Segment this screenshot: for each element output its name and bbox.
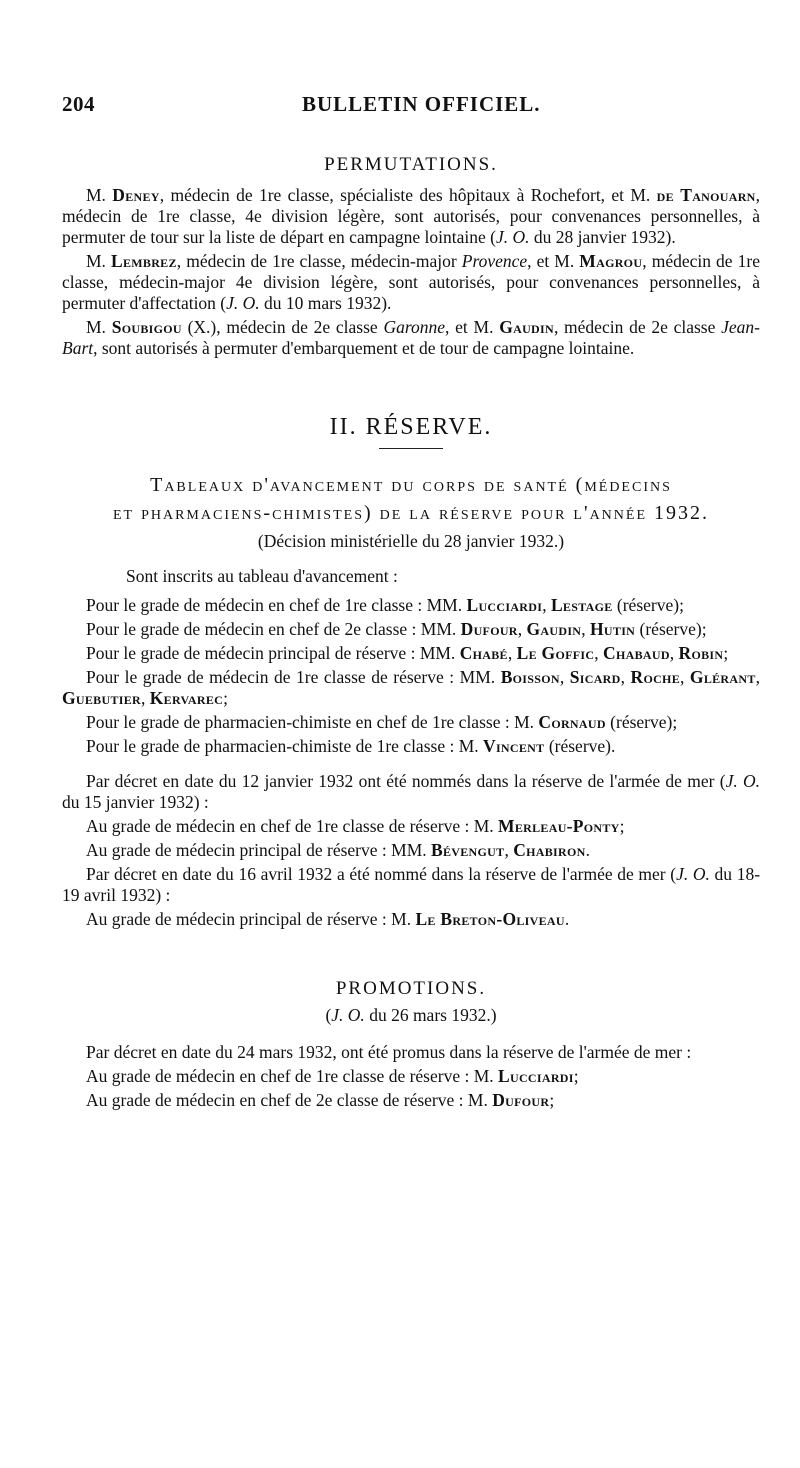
text-run: Pour le grade de médecin en chef de 2e classe : MM.: [86, 619, 461, 639]
list-item: [62, 643, 760, 664]
person-name: Boisson: [500, 667, 560, 687]
text-run: Au grade de médecin en chef de 1re classe de réserve : M.: [86, 1066, 499, 1086]
text-run: M.: [86, 251, 111, 271]
italic-text: J. O.: [226, 293, 260, 313]
text-run: Pour le grade de médecin de 1re classe de réserve : MM.: [86, 667, 501, 687]
italic-text: J. O.: [331, 1005, 365, 1025]
page-number: 204: [62, 92, 95, 116]
text-run: du 26 mars 1932.): [364, 1005, 497, 1025]
page-header: [62, 92, 760, 128]
section-title-tableaux: [62, 471, 760, 527]
list-item: [62, 816, 760, 837]
tableaux-title-line-2: et pharmaciens-chimistes) de la réserve pour l'année 1932.: [112, 502, 710, 524]
text-run: du 15 janvier 1932) :: [62, 792, 209, 812]
text-run: ,: [669, 643, 679, 663]
text-run: ,: [504, 840, 514, 860]
italic-text: Provence: [461, 251, 528, 271]
person-name: Lucciardi: [498, 1066, 574, 1086]
text-run: du 18-19 avril 1932) :: [62, 864, 761, 905]
text-run: (: [325, 1005, 332, 1025]
text-run: ,: [141, 688, 150, 708]
person-name: Chabé: [459, 643, 508, 663]
person-name: Chabiron: [513, 840, 586, 860]
person-name: Gaudin: [526, 619, 582, 639]
paragraph: [62, 864, 760, 906]
promotions-subtitle: [62, 1005, 760, 1026]
text-run: ;: [223, 688, 229, 708]
text-run: du 28 janvier 1932).: [529, 227, 676, 247]
italic-text: J. O.: [676, 864, 710, 884]
person-name: Guebutier: [62, 688, 141, 708]
text-run: du 10 mars 1932).: [259, 293, 392, 313]
text-run: Par décret en date du 24 mars 1932, ont été promus dans la réserve de l'armée de mer :: [86, 1042, 692, 1062]
paragraph: [62, 1042, 760, 1063]
text-run: Par décret en date du 12 janvier 1932 ont été nommés dans la réserve de l'armée de mer (: [86, 771, 726, 791]
text-run: ,: [680, 667, 690, 687]
text-run: Par décret en date du 16 avril 1932 a été nommé dans la réserve de l'armée de mer (: [86, 864, 677, 884]
text-run: ,: [620, 667, 631, 687]
person-name: Le Goffic: [516, 643, 595, 663]
text-run: ;: [573, 1066, 579, 1086]
paragraph: [62, 185, 760, 248]
text-run: (réserve);: [605, 712, 678, 732]
text-run: ;: [723, 643, 729, 663]
text-run: , médecin de 2e classe: [553, 317, 722, 337]
text-run: .: [585, 840, 590, 860]
text-run: ,: [594, 643, 604, 663]
person-name: Le Breton-Oliveau: [415, 909, 565, 929]
person-name: Lembrez: [111, 251, 177, 271]
person-name: Lestage: [550, 595, 613, 615]
text-run: M.: [86, 185, 113, 205]
text-run: ,: [559, 667, 570, 687]
text-run: , et M.: [445, 317, 500, 337]
text-run: Pour le grade de médecin en chef de 1re classe : MM.: [86, 595, 467, 615]
person-name: Glérant: [689, 667, 756, 687]
decision-reference: (Décision ministérielle du 28 janvier 1932.): [257, 531, 565, 551]
paragraph: [62, 771, 760, 813]
italic-text: J. O.: [495, 227, 530, 247]
text-run: ,: [542, 595, 551, 615]
list-item: [62, 909, 760, 930]
paragraph: [62, 251, 760, 314]
person-name: Soubigou: [111, 317, 182, 337]
part-title-reserve: II. RÉSERVE.: [329, 414, 493, 440]
text-run: , médecin de 1re classe, 4e division légère, sont autorisés, pour convenances personnelles, à permuter de tour sur la liste de départ en campagne lointaine (: [62, 185, 761, 247]
text-run: , médecin de 1re classe, spécialiste des hôpitaux à Rochefort, et M.: [159, 185, 657, 205]
list-item: [62, 595, 760, 616]
text-run: .: [564, 909, 570, 929]
page-body: [62, 154, 760, 1111]
text-run: , médecin de 1re classe, médecin-major: [176, 251, 462, 271]
list-item: [62, 619, 760, 640]
person-name: Dufour: [492, 1090, 550, 1110]
text-run: M.: [86, 317, 112, 337]
person-name: Dufour: [460, 619, 518, 639]
text-run: Pour le grade de pharmacien-chimiste de 1re classe : M.: [86, 736, 484, 756]
text-run: Au grade de médecin en chef de 1re classe de réserve : M.: [86, 816, 499, 836]
text-run: , sont autorisés à permuter d'embarquement et de tour de campagne lointaine.: [93, 338, 635, 358]
person-name: Kervarec: [149, 688, 224, 708]
journal-title: BULLETIN OFFICIEL.: [302, 92, 541, 116]
section-title-permutations: PERMUTATIONS.: [324, 154, 498, 175]
person-name: Sicard: [569, 667, 621, 687]
text-run: Pour le grade de pharmacien-chimiste en chef de 1re classe : M.: [86, 712, 539, 732]
text-run: Au grade de médecin principal de réserve : MM.: [86, 840, 432, 860]
person-name: Cornaud: [538, 712, 606, 732]
person-name: Roche: [630, 667, 680, 687]
text-run: (réserve);: [635, 619, 707, 639]
text-run: ,: [581, 619, 591, 639]
person-name: Hutin: [590, 619, 636, 639]
italic-text: Jean-Bart: [62, 317, 760, 358]
list-item: [62, 712, 760, 733]
section-title-promotions: PROMOTIONS.: [335, 978, 487, 999]
italic-text: J. O.: [725, 771, 761, 791]
text-run: Pour le grade de médecin principal de réserve : MM.: [86, 643, 460, 663]
list-item: [62, 840, 760, 861]
person-name: Gaudin: [499, 317, 554, 337]
person-name: Deney: [112, 185, 160, 205]
list-item: [62, 667, 760, 709]
tableaux-title-line-1: Tableaux d'avancement du corps de santé (médecins: [150, 474, 672, 496]
list-item: [62, 736, 760, 757]
text-run: ,: [517, 619, 527, 639]
text-run: ;: [619, 816, 625, 836]
list-item: [62, 1066, 760, 1087]
text-run: , et M.: [527, 251, 580, 271]
text-run: ,: [755, 667, 761, 687]
person-name: Bévengut: [431, 840, 505, 860]
person-name: Magrou: [579, 251, 643, 271]
person-name: Chabaud: [603, 643, 670, 663]
text-run: (réserve).: [544, 736, 616, 756]
paragraph: [62, 317, 760, 359]
text-run: Au grade de médecin principal de réserve : M.: [86, 909, 416, 929]
person-name: Merleau-Ponty: [498, 816, 620, 836]
person-name: Vincent: [483, 736, 545, 756]
lead-sentence: Sont inscrits au tableau d'avancement :: [126, 566, 398, 586]
list-item: [62, 1090, 760, 1111]
text-run: (réserve);: [612, 595, 684, 615]
person-name: Lucciardi: [466, 595, 543, 615]
text-run: ,: [507, 643, 517, 663]
italic-text: Garonne: [383, 317, 446, 337]
divider-rule: [379, 448, 443, 449]
text-run: , médecin de 1re classe, médecin-major 4e division légère, sont autorisés, pour convenances personnelles, à permuter d'affectation (: [62, 251, 760, 313]
person-name: de Tanouarn: [656, 185, 756, 205]
text-run: Au grade de médecin en chef de 2e classe de réserve : M.: [86, 1090, 493, 1110]
text-run: ;: [549, 1090, 555, 1110]
text-run: (X.), médecin de 2e classe: [181, 317, 384, 337]
person-name: Robin: [678, 643, 724, 663]
